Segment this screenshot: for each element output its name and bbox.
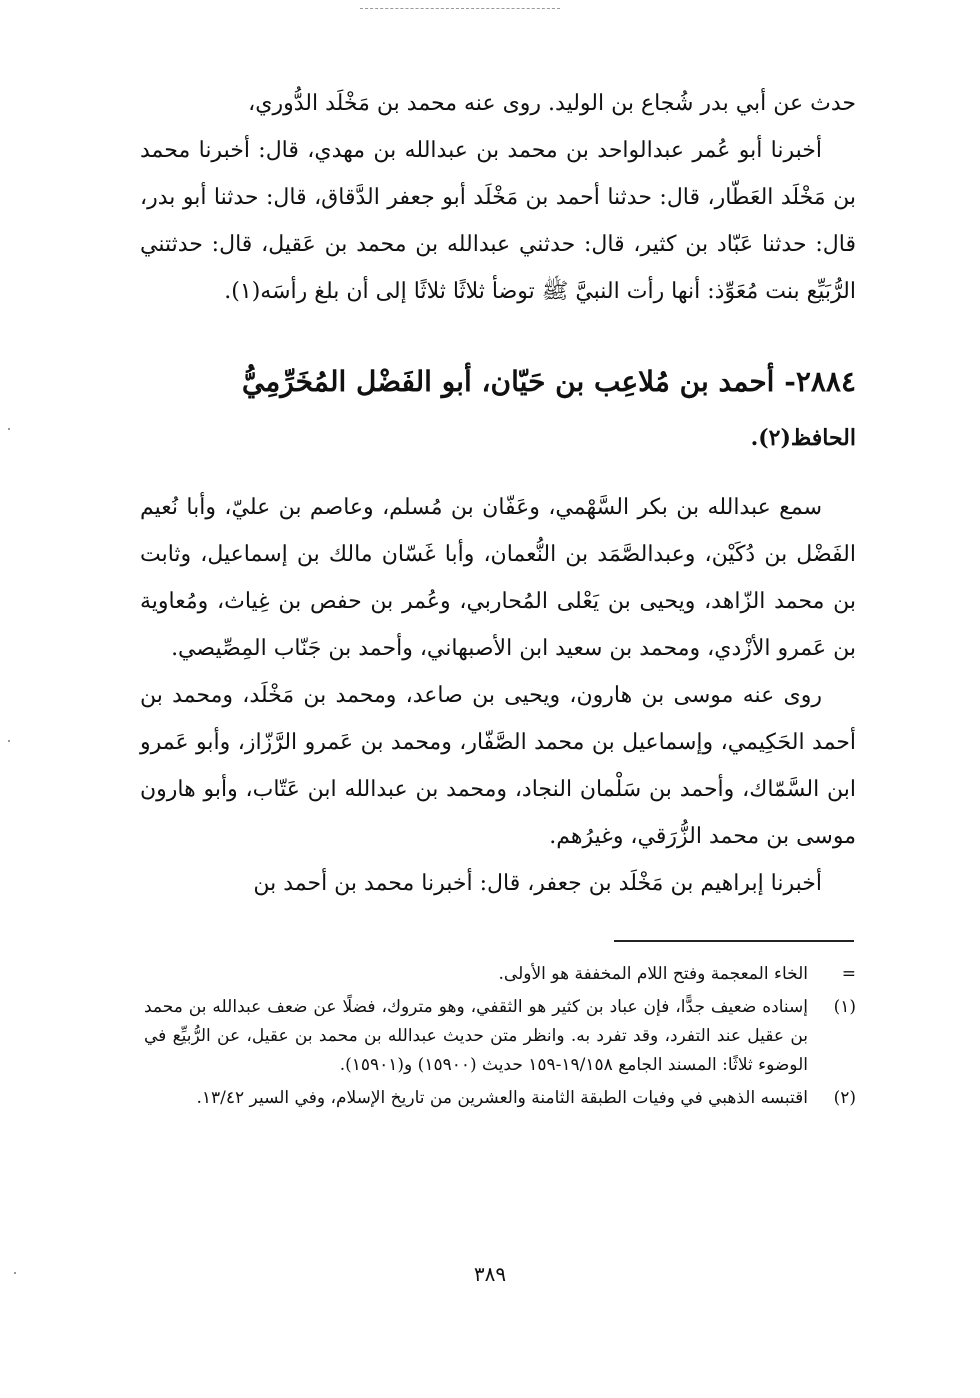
paragraph-isnad: أخبرنا أبو عُمر عبدالواحد بن محمد بن عبدالله بن مهدي، قال: أخبرنا محمد بن مَخْلَد العَطّار، قال: حدثنا أحمد بن مَخْلَد أبو جعفر الدَّقاق، قال: حدثنا أبو بدر، قال: حدثنا عَبّاد بن كثير، قال: حدثني عبدالله بن محمد بن عَقيل، قال: حدثتني الرُّبَيِّع بنت مُعَوِّذ: أنها رأت النبيَّ ﷺ توضأ ثلاثًا ثلاثًا إلى أن بلغ رأسَه(١). <box>140 138 857 304</box>
paragraph-isnad-start: أخبرنا إبراهيم بن مَخْلَد بن جعفر، قال: أخبرنا محمد بن أحمد بن <box>253 871 822 896</box>
scan-speck <box>8 428 10 430</box>
footnote-text: اقتبسه الذهبي في وفيات الطبقة الثامنة والعشرين من تاريخ الإسلام، وفي السير ١٣/٤٢. <box>196 1088 808 1108</box>
entry-heading: ٢٨٨٤- أحمد بن مُلاعِب بن حَيّان، أبو الفَضْل المُخَرِّمِيُّ <box>241 365 856 398</box>
entry-heading-block <box>140 354 856 466</box>
paragraph-students: روى عنه موسى بن هارون، ويحيى بن صاعد، ومحمد بن مَخْلَد، ومحمد بن أحمد الحَكِيمي، وإسماعيل بن محمد الصَّفّار، ومحمد بن عَمرو الرَّزّاز، وأبو عَمرو ابن السَّمّاك، وأحمد بن سَلْمان النجاد، ومحمد بن عبدالله ابن عَتّاب، وأبو هارون موسى بن محمد الزُّرَقي، وغيرُهم. <box>140 683 856 849</box>
scan-speck <box>8 740 10 742</box>
top-rule <box>360 8 560 9</box>
footnote-text: الخاء المعجمة وفتح اللام المخففة هو الأولى. <box>498 964 808 984</box>
footnote-rule <box>614 940 854 942</box>
footnote-number: (١) <box>833 997 856 1017</box>
body-text-top <box>140 80 856 315</box>
footnote-continued <box>144 960 856 989</box>
footnote-2 <box>144 1084 856 1113</box>
footnote-number: (٢) <box>833 1088 856 1108</box>
page-number: ٣٨٩ <box>473 1262 507 1286</box>
footnote-marker: = <box>841 964 856 984</box>
paragraph-teachers: سمع عبدالله بن بكر السَّهْمي، وعَفّان بن مُسلم، وعاصم بن عليّ، وأبا نُعيم الفَضْل بن دُكَيْن، وعبدالصَّمَد بن النُّعمان، وأبا غَسّان مالك بن إسماعيل، وثابت بن محمد الزّاهد، ويحيى بن يَعْلى المُحاربي، وعُمر بن حفص بن غِياث، ومُعاوية بن عَمرو الأزْدي، ومحمد بن سعيد ابن الأصبهاني، وأحمد بن جَنّاب المِصِّيصي. <box>140 495 856 661</box>
body-text-bottom <box>140 484 856 907</box>
footnote-1 <box>144 993 856 1080</box>
entry-heading-sub: الحافظ(٢). <box>750 425 856 451</box>
paragraph-continuation: حدث عن أبي بدر شُجاع بن الوليد. روى عنه محمد بن مَخْلَد الدُّوري، <box>248 91 856 116</box>
scan-speck <box>14 1272 16 1274</box>
footnote-text: إسناده ضعيف جدًّا، فإن عباد بن كثير هو الثقفي، وهو متروك، فضلًا عن ضعف عبدالله بن محمد بن عقيل عند التفرد، وقد تفرد به. وانظر متن حديث عبدالله بن محمد بن عقيل، عن الرُّبيِّع في الوضوء ثلاثًا: المسند الجامع ١٩/١٥٨-١٥٩ حديث (١٥٩٠٠) و(١٥٩٠١). <box>144 997 809 1075</box>
footnotes <box>144 960 856 1117</box>
